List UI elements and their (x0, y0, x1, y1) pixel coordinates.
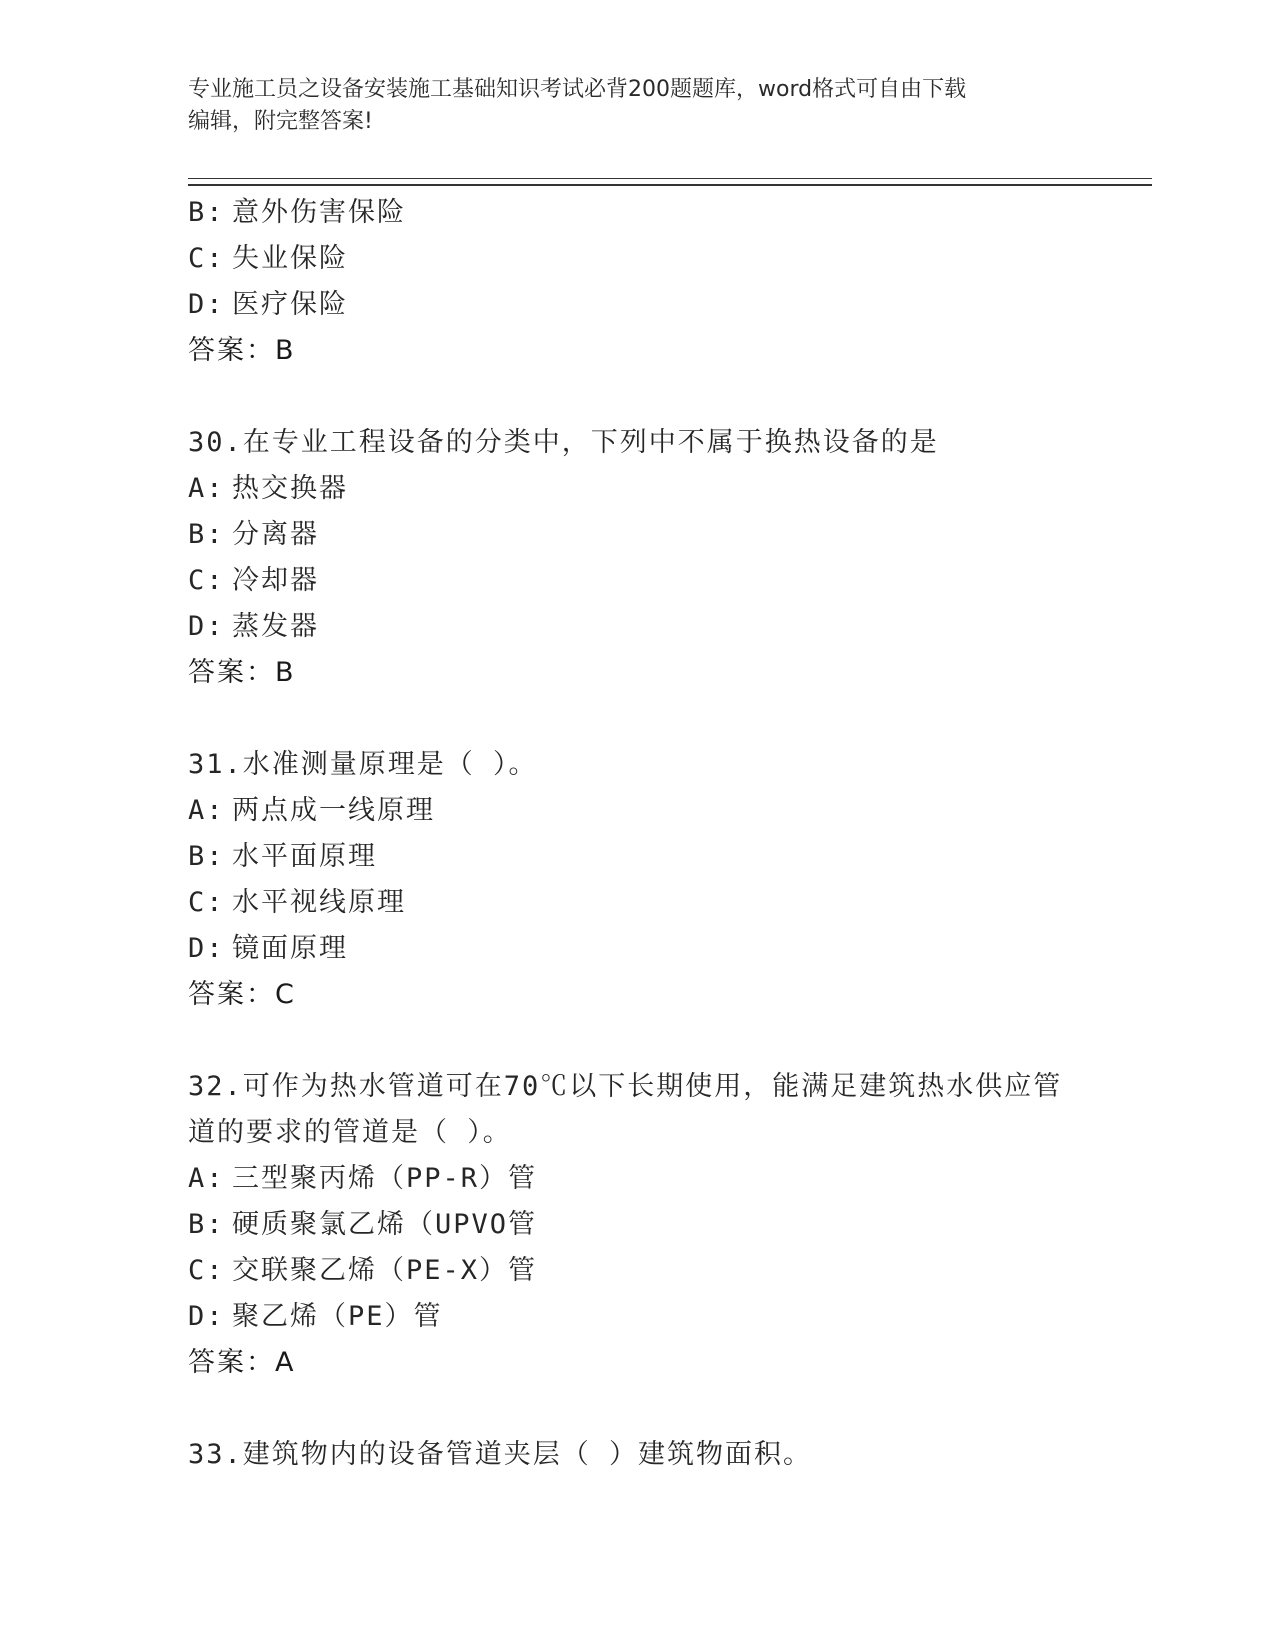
option-label: A: (188, 1163, 225, 1194)
option-label: B: (188, 519, 225, 550)
header-title-line-2: 编辑，附完整答案! (188, 109, 373, 134)
option-a (188, 788, 1088, 834)
header-divider-thick (188, 184, 1152, 186)
spacer (188, 1018, 1088, 1064)
question-text: 32.可作为热水管道可在70℃以下长期使用，能满足建筑热水供应管道的要求的管道是（ ）。 (188, 1071, 1063, 1148)
option-text: 聚乙烯（PE）管 (232, 1301, 443, 1332)
option-b (188, 512, 1088, 558)
option-text: 两点成一线原理 (232, 795, 435, 826)
option-d (188, 1294, 1088, 1340)
option-label: C: (188, 887, 225, 918)
option-text: 意外伤害保险 (232, 197, 406, 228)
header-title-line-1: 专业施工员之设备安装施工基础知识考试必背200题题库，word格式可自由下载 (188, 77, 967, 102)
option-d (188, 926, 1088, 972)
question-33 (188, 1432, 1088, 1478)
option-label: C: (188, 1255, 225, 1286)
option-text: 镜面原理 (232, 933, 348, 964)
header-divider-thin (188, 178, 1152, 179)
option-text: 医疗保险 (232, 289, 348, 320)
option-text: 失业保险 (232, 243, 348, 274)
spacer (188, 696, 1088, 742)
option-text: 分离器 (232, 519, 319, 550)
option-c (188, 236, 1088, 282)
option-label: D: (188, 289, 225, 320)
answer-line: 答案：B (188, 657, 296, 688)
document-header (188, 74, 1108, 138)
question-30 (188, 420, 1088, 696)
option-text: 水平面原理 (232, 841, 377, 872)
option-text: 蒸发器 (232, 611, 319, 642)
option-text: 热交换器 (232, 473, 348, 504)
question-text: 30.在专业工程设备的分类中，下列中不属于换热设备的是 (188, 427, 939, 458)
option-c (188, 558, 1088, 604)
option-c (188, 1248, 1088, 1294)
answer-line: 答案：C (188, 979, 296, 1010)
option-text: 交联聚乙烯（PE-X）管 (232, 1255, 538, 1286)
option-c (188, 880, 1088, 926)
option-text: 冷却器 (232, 565, 319, 596)
option-label: C: (188, 565, 225, 596)
option-a (188, 466, 1088, 512)
option-label: D: (188, 611, 225, 642)
option-label: C: (188, 243, 225, 274)
spacer (188, 374, 1088, 420)
option-label: A: (188, 795, 225, 826)
option-label: B: (188, 841, 225, 872)
option-a (188, 1156, 1088, 1202)
option-b (188, 190, 1088, 236)
option-label: A: (188, 473, 225, 504)
answer-line: 答案：B (188, 335, 296, 366)
option-label: B: (188, 1209, 225, 1240)
spacer (188, 1386, 1088, 1432)
option-label: D: (188, 933, 225, 964)
option-text: 硬质聚氯乙烯（UPVO管 (232, 1209, 538, 1240)
partial-question (188, 190, 1088, 374)
option-d (188, 282, 1088, 328)
question-32 (188, 1064, 1088, 1386)
option-d (188, 604, 1088, 650)
option-b (188, 1202, 1088, 1248)
question-text: 33.建筑物内的设备管道夹层（ ）建筑物面积。 (188, 1439, 813, 1470)
option-text: 水平视线原理 (232, 887, 406, 918)
option-text: 三型聚丙烯（PP-R）管 (232, 1163, 538, 1194)
answer-line: 答案：A (188, 1347, 296, 1378)
option-label: D: (188, 1301, 225, 1332)
option-b (188, 834, 1088, 880)
question-list (188, 190, 1088, 1478)
question-31 (188, 742, 1088, 1018)
question-text: 31.水准测量原理是（ ）。 (188, 749, 538, 780)
option-label: B: (188, 197, 225, 228)
